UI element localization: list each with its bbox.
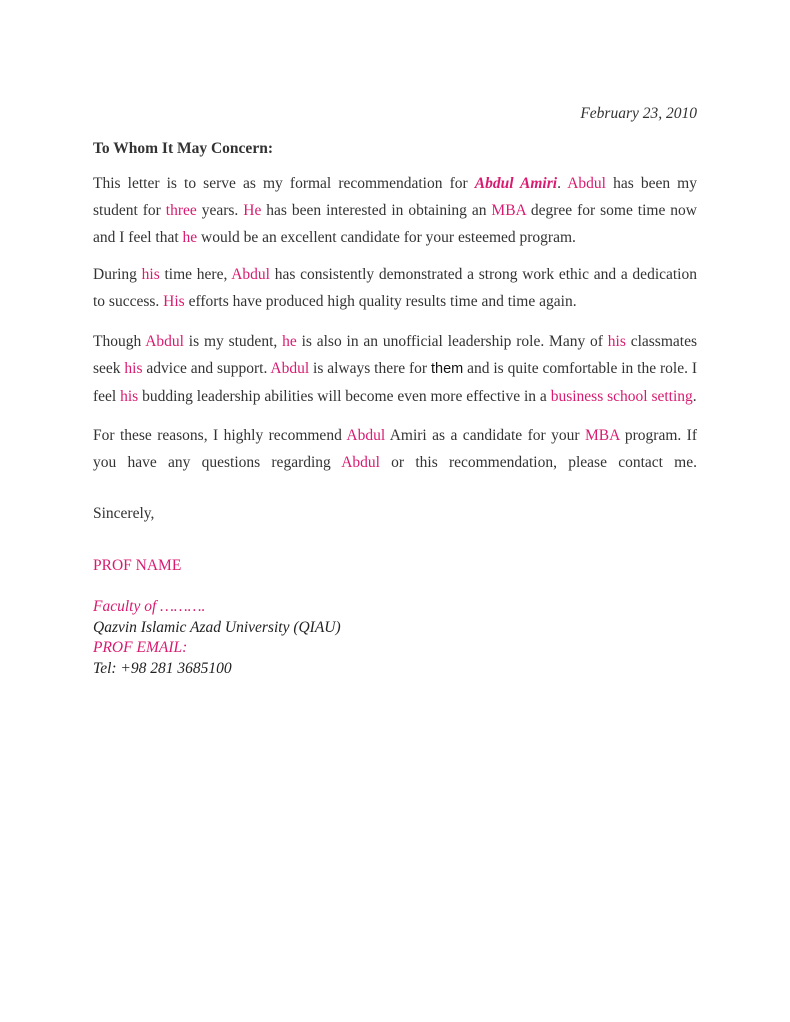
closing: Sincerely, [93, 505, 155, 522]
pronoun: he [282, 333, 297, 350]
text: or this recommendation, please contact me. [379, 454, 697, 471]
text: advice and support. [142, 360, 271, 377]
years-count: three [165, 202, 197, 219]
text: . [557, 175, 568, 192]
pronoun: He [243, 202, 262, 219]
text: has been my student for [93, 175, 697, 219]
signature-tel: Tel: +98 281 3685100 [93, 659, 232, 677]
text: For these reasons, I highly recommend [93, 427, 347, 444]
text: classmates seek [93, 333, 697, 377]
student-name: Abdul [145, 333, 184, 350]
text: and is quite comfortable in the role. I feel [93, 360, 697, 405]
pronoun: his [141, 266, 160, 283]
text: has consistently demonstrated a strong work ethic and a dedication to success. [93, 266, 697, 310]
text: During [93, 266, 142, 283]
text: has been interested in obtaining an [261, 202, 492, 219]
text: time here, [159, 266, 232, 283]
text: is my student, [183, 333, 283, 350]
text: Amiri as a candidate for your [385, 427, 585, 444]
text: degree for some time now and I feel that [93, 202, 697, 246]
student-name: Abdul [341, 454, 380, 471]
pronoun: he [182, 229, 198, 246]
pronoun-them: them [430, 361, 464, 377]
text: budding leadership abilities will become even more effective in a [138, 388, 551, 405]
student-name: Abdul [231, 266, 270, 283]
text: This letter is to serve as my formal recommendation for [93, 175, 475, 192]
text: years. [196, 202, 244, 219]
pronoun: His [163, 293, 185, 310]
student-name: Abdul [346, 427, 386, 444]
degree-name: MBA [584, 427, 620, 444]
salutation: To Whom It May Concern: [93, 140, 273, 157]
paragraph-introduction [93, 170, 697, 251]
text: would be an excellent candidate for your esteemed program. [197, 229, 576, 246]
paragraph-recommendation [93, 422, 697, 476]
signature-name: PROF NAME [93, 557, 182, 574]
text: efforts have produced high quality results time and time again. [184, 293, 577, 310]
signature-block [93, 597, 341, 679]
setting-phrase: business school setting [550, 388, 693, 405]
student-name: Abdul [567, 175, 606, 192]
paragraph-leadership [93, 328, 697, 410]
pronoun: his [124, 360, 143, 377]
text: Though [93, 333, 146, 350]
text: . [692, 388, 697, 405]
text: program. If you have any questions regarding [93, 427, 697, 471]
signature-email: PROF EMAIL: [93, 639, 188, 656]
letter-date: February 23, 2010 [580, 105, 697, 122]
degree-name: MBA [491, 202, 526, 219]
text: is also in an unofficial leadership role. Many of [296, 333, 608, 350]
student-name: Abdul [270, 360, 310, 377]
signature-university: Qazvin Islamic Azad University (QIAU) [93, 618, 341, 636]
student-full-name: Abdul Amiri [474, 175, 558, 192]
pronoun: his [120, 388, 139, 405]
pronoun: his [607, 333, 626, 350]
signature-faculty: Faculty of ………. [93, 598, 206, 615]
text: is always there for [309, 360, 431, 377]
paragraph-work-ethic [93, 261, 697, 315]
